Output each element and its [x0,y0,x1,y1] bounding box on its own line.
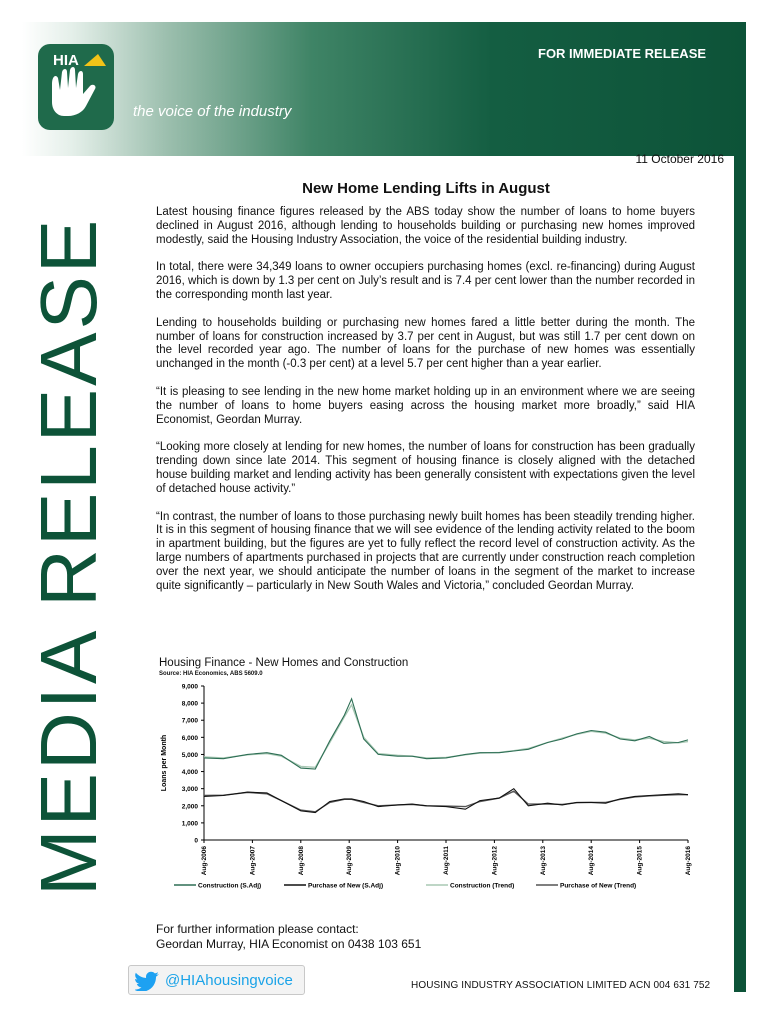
tagline: the voice of the industry [133,103,292,120]
legend-label: Construction (Trend) [450,882,515,890]
y-tick-label: 0 [194,837,198,845]
y-tick-label: 7,000 [181,717,198,725]
header-banner [22,22,746,156]
legend-label: Purchase of New (S.Adj) [308,882,384,890]
paragraph: In total, there were 34,349 loans to owner occupiers purchasing homes (excl. re-financing) during August 2016, which is down by 1.3 per cent on July’s result and is 7.4 per cent lower than the number recorded in the corresponding month last year. [156,261,695,301]
footer: HOUSING INDUSTRY ASSOCIATION LIMITED ACN 004 631 752 [411,980,711,991]
x-tick-label: Aug-2010 [394,846,402,876]
logo-text: HIA [53,52,79,69]
side-title: MEDIA RELEASE [24,216,113,896]
contact-info [156,922,421,952]
series-line [204,791,688,812]
x-tick-label: Aug-2016 [685,846,692,876]
contact-line: Geordan Murray, HIA Economist on 0438 103 651 [156,937,422,951]
y-axis-label: Loans per Month [161,734,168,792]
x-tick-label: Aug-2009 [346,846,354,876]
paragraph: “In contrast, the number of loans to those purchasing newly built homes has been steadily trending higher. It is in this segment of housing finance that we will see evidence of the lending activity related to the boom in apartment building, but the figures are yet to fully reflect the record level of construction activity. As the large numbers of apartments purchased in projects that are currently under construction reach completion over the next year, we should anticipate the number of loans in the segment of the market to increase quite significantly – particularly in New South Wales and Victoria,” concluded Geordan Murray. [156,510,695,592]
series-line [204,789,688,813]
series-line [204,699,688,769]
y-tick-label: 6,000 [181,734,198,742]
legend-label: Construction (S.Adj) [198,882,262,890]
housing-finance-chart [156,680,706,895]
hand-house-icon [38,44,114,130]
y-tick-label: 5,000 [181,751,198,759]
y-tick-label: 3,000 [181,786,198,794]
y-tick-label: 8,000 [181,700,198,708]
twitter-badge[interactable] [128,965,305,995]
legend-label: Purchase of New (Trend) [560,882,637,890]
twitter-bird-icon [135,971,161,991]
release-date: 11 October 2016 [635,152,724,166]
article-title: New Home Lending Lifts in August [302,180,550,197]
x-tick-label: Aug-2007 [249,846,257,876]
y-tick-label: 1,000 [181,820,198,828]
right-border-bar [734,156,746,992]
article-body [156,206,695,607]
paragraph: “Looking more closely at lending for new homes, the number of loans for construction has been gradually trending down since late 2014. This segment of housing finance is closely aligned with the detached house building market and lending activity has been generally consistent with expectations given the level of detached house activity.” [156,441,695,495]
y-tick-label: 2,000 [181,803,198,811]
x-tick-label: Aug-2014 [588,846,596,876]
chart-source: Source: HIA Economics, ABS 5609.0 [159,671,263,677]
hia-logo [38,44,114,130]
y-tick-label: 9,000 [181,683,198,691]
paragraph: Latest housing finance figures released by the ABS today show the number of loans to home buyers declined in August 2016, although lending to households building or purchasing new homes improved modestly, said the Housing Industry Association, the voice of the residential building industry. [156,206,695,246]
paragraph: “It is pleasing to see lending in the new home market holding up in an environment where we are seeing the number of loans to home buyers easing across the housing market more broadly,” said HIA Economist, Geordan Murray. [156,385,695,426]
release-label: FOR IMMEDIATE RELEASE [538,46,707,61]
contact-line: For further information please contact: [156,922,359,936]
chart-title: Housing Finance - New Homes and Construction [159,657,409,669]
twitter-handle[interactable]: @HIAhousingvoice [165,972,293,989]
x-tick-label: Aug-2012 [491,846,499,876]
x-tick-label: Aug-2006 [201,846,208,876]
x-tick-label: Aug-2011 [443,846,450,875]
x-tick-label: Aug-2013 [539,846,547,876]
y-tick-label: 4,000 [181,769,198,777]
x-tick-label: Aug-2008 [297,846,305,876]
paragraph: Lending to households building or purchasing new homes fared a little better during the month. The number of loans for construction increased by 3.7 per cent in August, but was still 1.7 per cent down on the level recorded year ago. The number of loans for the purchase of new homes was essentially unchanged in the month (-0.3 per cent) at a level 5.7 per cent higher than a year earlier. [156,316,695,371]
x-tick-label: Aug-2015 [636,846,644,876]
